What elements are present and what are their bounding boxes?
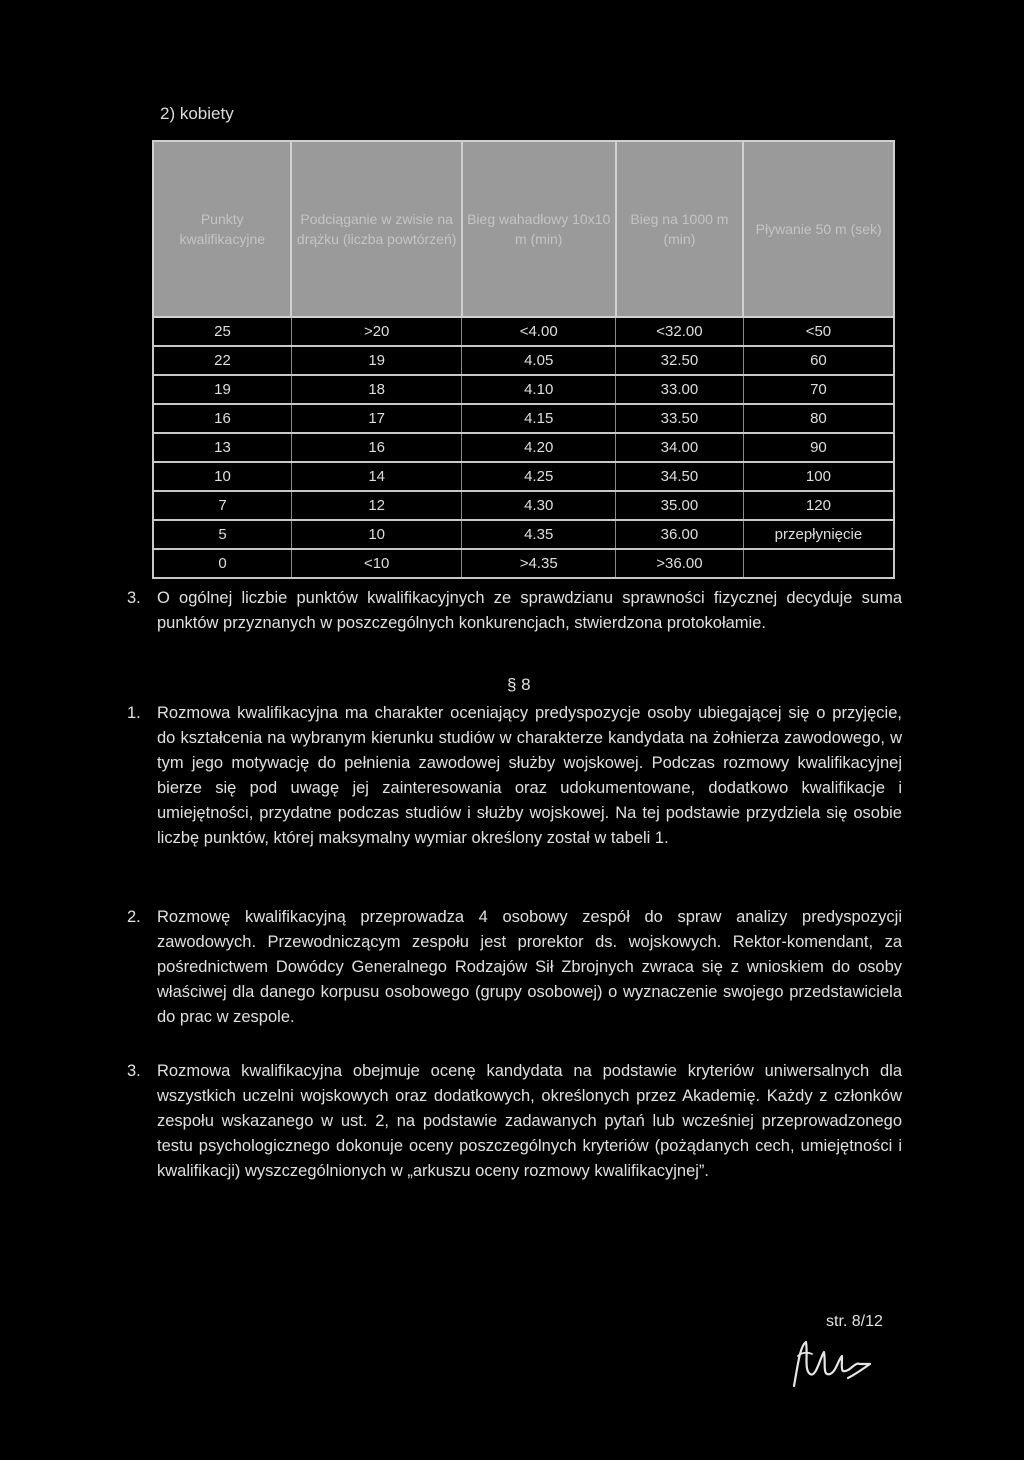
paragraph-2-text: Rozmowę kwalifikacyjną przeprowadza 4 osobowy zespół do spraw analizy predyspozycji zawodowych. Przewodniczącym zespołu jest prorektor ds. wojskowych. Rektor-komendant, za pośrednictwem Dowódcy Generalnego Rodzajów Sił Zbrojnych zwraca się z wnioskiem do osoby właściwej dla danego korpusu osobowego (grupy osobowej) o wyznaczenie swojego przedstawiciela do prac w zespole. [157,908,902,1026]
cell-shuttle-run: 4.05 [462,346,616,375]
cell-points: 10 [153,462,291,491]
cell-swimming: przepłynięcie [743,520,894,549]
table-row [153,375,894,404]
fitness-score-table [152,140,895,579]
cell-pullups: 17 [291,404,461,433]
cell-pullups: <10 [291,549,461,578]
section-title: 2) kobiety [160,104,234,123]
column-header-swimming: Pływanie 50 m (sek) [743,141,894,317]
point-3-number: 3. [127,589,141,607]
paragraph-1-text: Rozmowa kwalifikacyjna ma charakter oceniający predyspozycje osoby ubiegającej się o przyjęcie, do kształcenia na wybranym kierunku studiów w charakterze kandydata na żołnierza zawodowego, w tym jego motywację do pełnienia zawodowej służby wojskowej. Podczas rozmowy kwalifikacyjnej bierze się pod uwagę jej zainteresowania oraz udokumentowane, dodatkowo kwalifikacje i umiejętności, przydatne podczas studiów i służby wojskowej. Na tej podstawie przydziela się osobie liczbę punktów, której maksymalny wymiar określony został w tabeli 1. [157,704,902,847]
cell-swimming [743,549,894,578]
cell-swimming: 100 [743,462,894,491]
cell-points: 0 [153,549,291,578]
paragraph-1-number: 1. [127,704,141,722]
cell-pullups: 16 [291,433,461,462]
cell-run: 33.00 [616,375,744,404]
cell-points: 13 [153,433,291,462]
cell-shuttle-run: 4.25 [462,462,616,491]
cell-pullups: 12 [291,491,461,520]
point-3-text: O ogólnej liczbie punktów kwalifikacyjnych ze sprawdzianu sprawności fizycznej decyduje suma punktów przyznanych w poszczególnych konkurencjach, stwierdzona protokołamie. [157,589,902,632]
cell-points: 22 [153,346,291,375]
cell-run: >36.00 [616,549,744,578]
section-symbol: § 8 [507,675,531,694]
table-row [153,520,894,549]
cell-shuttle-run: >4.35 [462,549,616,578]
cell-shuttle-run: 4.20 [462,433,616,462]
cell-swimming: 90 [743,433,894,462]
table-header-row [153,141,894,317]
paragraph-2-number: 2. [127,908,141,926]
cell-points: 16 [153,404,291,433]
cell-pullups: 14 [291,462,461,491]
cell-points: 19 [153,375,291,404]
cell-swimming: 60 [743,346,894,375]
cell-points: 5 [153,520,291,549]
cell-run: 34.50 [616,462,744,491]
column-header-shuttle-run: Bieg wahadłowy 10x10 m (min) [462,141,616,317]
column-header-pullups: Podciąganie w zwisie na drążku (liczba powtórzeń) [291,141,461,317]
column-header-run: Bieg na 1000 m (min) [616,141,744,317]
table-row [153,491,894,520]
table-row [153,404,894,433]
cell-run: 34.00 [616,433,744,462]
handwritten-signature [786,1334,886,1394]
cell-swimming: 80 [743,404,894,433]
cell-run: <32.00 [616,317,744,346]
cell-pullups: 19 [291,346,461,375]
cell-swimming: 70 [743,375,894,404]
cell-run: 36.00 [616,520,744,549]
table-row [153,462,894,491]
cell-run: 32.50 [616,346,744,375]
paragraph-3-text: Rozmowa kwalifikacyjna obejmuje ocenę kandydata na podstawie kryteriów uniwersalnych dla wszystkich uczelni wojskowych oraz dodatkowych, określonych przez Akademię. Każdy z członków zespołu wskazanego w ust. 2, na podstawie zadawanych pytań lub wcześniej przeprowadzonego testu psychologicznego dokonuje oceny poszczególnych kryteriów (pożądanych cech, umiejętności i kwalifikacji) wyszczególnionych w „arkuszu oceny rozmowy kwalifikacyjnej”. [157,1062,902,1180]
cell-points: 7 [153,491,291,520]
cell-shuttle-run: 4.35 [462,520,616,549]
cell-shuttle-run: 4.30 [462,491,616,520]
table-row [153,549,894,578]
table-row [153,346,894,375]
cell-points: 25 [153,317,291,346]
cell-swimming: 120 [743,491,894,520]
table-row [153,317,894,346]
paragraph-3-number: 3. [127,1062,141,1080]
page-number: str. 8/12 [826,1313,883,1330]
cell-pullups: >20 [291,317,461,346]
cell-run: 33.50 [616,404,744,433]
cell-run: 35.00 [616,491,744,520]
cell-swimming: <50 [743,317,894,346]
cell-shuttle-run: 4.10 [462,375,616,404]
table-body [153,317,894,578]
cell-pullups: 18 [291,375,461,404]
cell-shuttle-run: 4.15 [462,404,616,433]
column-header-points: Punkty kwalifikacyjne [153,141,291,317]
cell-pullups: 10 [291,520,461,549]
cell-shuttle-run: <4.00 [462,317,616,346]
table-row [153,433,894,462]
